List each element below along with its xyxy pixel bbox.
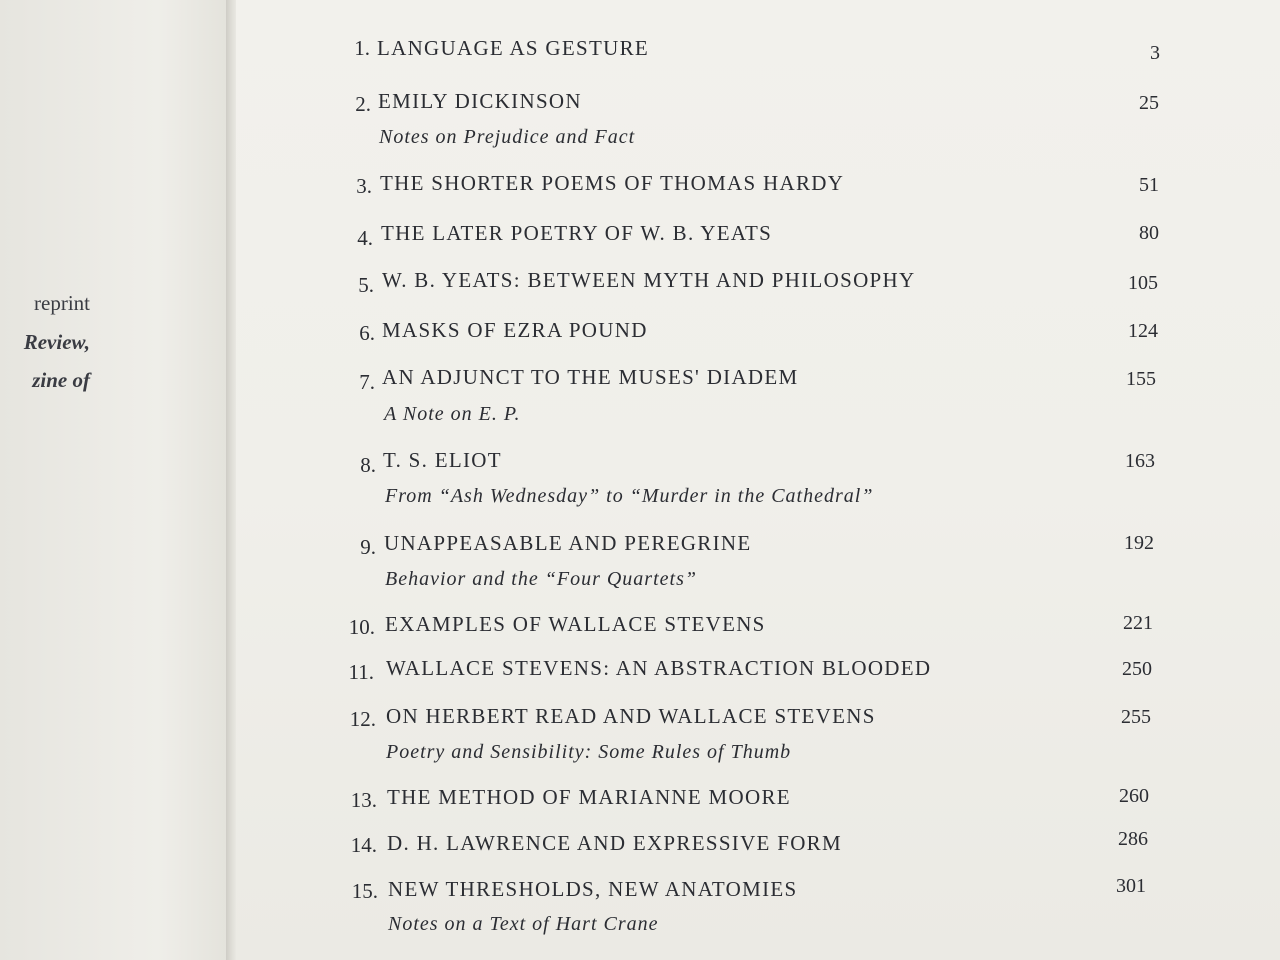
toc-entry-page: 255 [1121, 706, 1151, 728]
toc-entry-title: D. H. LAWRENCE AND EXPRESSIVE FORM [387, 831, 842, 855]
book-gutter [226, 0, 236, 960]
toc-entry-page: 163 [1125, 450, 1155, 472]
toc-entry [0, 171, 1280, 198]
toc-entry-page: 250 [1122, 658, 1152, 680]
toc-entry [0, 36, 1280, 64]
toc-entry [0, 704, 1280, 763]
left-page-fragment: Review, [23, 330, 90, 354]
left-page-fragment: zine of [32, 368, 90, 392]
toc-entry-title: NEW THRESHOLDS, NEW ANATOMIES [388, 877, 798, 901]
toc-entry-number: 9. [360, 535, 376, 559]
toc-entry [0, 656, 1280, 684]
toc-entry-number: 7. [359, 370, 375, 394]
toc-entry-title: W. B. YEATS: BETWEEN MYTH AND PHILOSOPHY [382, 268, 916, 292]
left-page-fragment: reprint [34, 291, 90, 315]
toc-entry-page: 124 [1128, 320, 1158, 342]
toc-entry [0, 828, 1280, 857]
toc-entry-title: THE LATER POETRY OF W. B. YEATS [381, 221, 773, 245]
toc-entry-page: 301 [1116, 875, 1146, 897]
toc-entry-subtitle: Notes on a Text of Hart Crane [388, 913, 659, 935]
toc-entry-title: AN ADJUNCT TO THE MUSES' DIADEM [382, 365, 799, 389]
toc-entry-number: 6. [359, 321, 375, 345]
toc-entry [0, 268, 1280, 297]
toc-entry [0, 221, 1280, 250]
toc-entry-title: LANGUAGE AS GESTURE [377, 36, 650, 60]
toc-entry-subtitle: Notes on Prejudice and Fact [379, 126, 636, 148]
toc-entry-page: 260 [1119, 785, 1149, 807]
toc-entry-title: THE METHOD OF MARIANNE MOORE [387, 785, 791, 809]
toc-entry-subtitle: From “Ash Wednesday” to “Murder in the Cathedral” [385, 485, 874, 507]
toc-entry-number: 11. [348, 660, 374, 684]
toc-entry-title: EMILY DICKINSON [378, 89, 582, 113]
toc-entry-number: 5. [358, 273, 374, 297]
toc-entry-title: ON HERBERT READ AND WALLACE STEVENS [386, 704, 876, 728]
toc-entry [0, 89, 1280, 148]
toc-entry-title: MASKS OF EZRA POUND [382, 318, 648, 342]
toc-entry-number: 15. [351, 879, 378, 903]
toc-entry [0, 785, 1280, 812]
toc-entry-page: 105 [1128, 272, 1158, 294]
toc-entry-title: EXAMPLES OF WALLACE STEVENS [385, 612, 766, 636]
toc-entry-number: 12. [349, 707, 376, 731]
toc-entry-page: 192 [1124, 532, 1154, 554]
left-page [0, 0, 226, 960]
toc-entry-subtitle: A Note on E. P. [384, 403, 521, 425]
toc-entry [0, 448, 1280, 507]
toc-entry-page: 155 [1126, 368, 1156, 390]
toc-entry-number: 13. [350, 788, 377, 812]
toc-entry-page: 286 [1118, 828, 1148, 850]
toc-entry-title: WALLACE STEVENS: AN ABSTRACTION BLOODED [386, 656, 932, 680]
toc-entry [0, 612, 1280, 639]
toc-entry-title: THE SHORTER POEMS OF THOMAS HARDY [380, 171, 845, 195]
toc-entry-page: 221 [1123, 612, 1153, 634]
toc-entry-subtitle: Behavior and the “Four Quartets” [385, 568, 697, 590]
toc-entry-number: 2. [355, 92, 371, 116]
toc-entry-page: 3 [1150, 42, 1160, 64]
toc-entry-title: T. S. ELIOT [383, 448, 502, 472]
toc-entry-number: 10. [348, 615, 375, 639]
toc-entry-page: 25 [1139, 92, 1159, 114]
toc-entry-number: 8. [360, 453, 376, 477]
toc-entry-page: 80 [1139, 222, 1159, 244]
toc-entry-title: UNAPPEASABLE AND PEREGRINE [384, 531, 752, 555]
toc-entry-number: 3. [356, 174, 372, 198]
toc-entry-number: 1. [354, 36, 370, 60]
toc-entry-number: 14. [350, 833, 377, 857]
toc-entry-page: 51 [1139, 174, 1159, 196]
toc-entry [0, 531, 1280, 590]
toc-entry [0, 875, 1280, 935]
toc-entry-subtitle: Poetry and Sensibility: Some Rules of Thumb [386, 741, 792, 763]
toc-entry-number: 4. [357, 226, 373, 250]
